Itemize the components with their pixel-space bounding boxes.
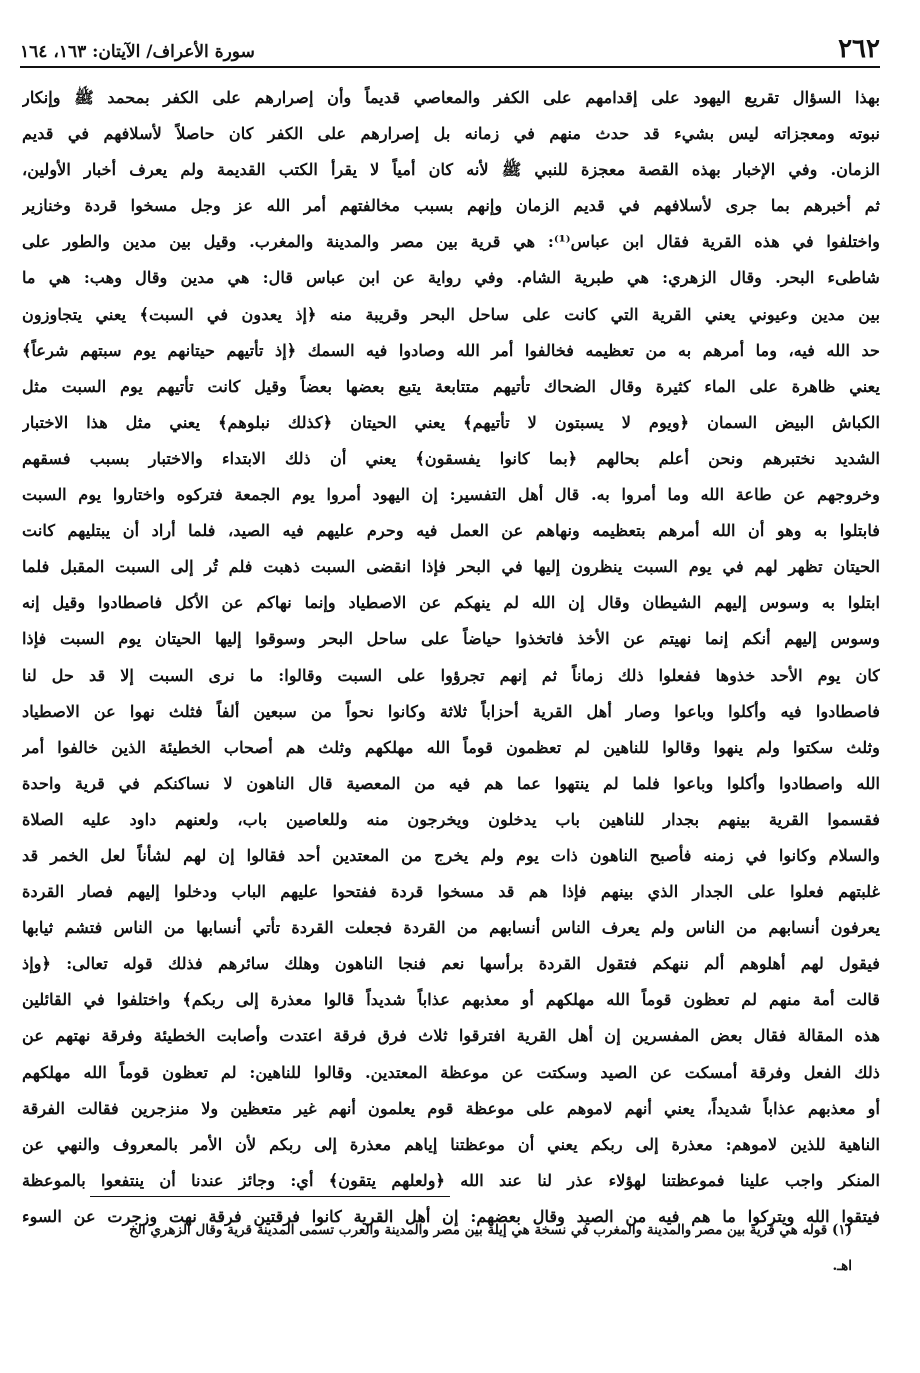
text-line: والسلام وكانوا في زمنه فأصبح الناهون ذات يوم ولم يخرج من المعتدين أحد فقالوا إن لهم لشأناً لعل الخمر قد xyxy=(22,845,880,865)
footnote xyxy=(40,1212,852,1284)
text-line: فقسموا القرية بينهم بجدار للناهين باب يدخلون ويخرجون منه وللعاصين باب، ولعنهم داود عليه الصلاة xyxy=(22,809,880,829)
text-line: ثم أخبرهم بما جرى لأسلافهم في قديم الزمان وإنهم بسبب مخالفتهم أمر الله عز وجل مسخوا قردة وخنازير xyxy=(22,196,880,216)
text-line: فيتقوا الله ويتركوا ما هم فيه من الصيد وقال بعضهم: إن أهل القرية كانوا فرقتين فرقة نهت وزجرت عن السوء xyxy=(22,1206,880,1226)
text-line: بهذا السؤال تقريع اليهود على إقدامهم على الكفر والمعاصي قديماً وأن إصرارهم على الكفر بمحمد ﷺ وإنكار xyxy=(22,88,880,107)
text-line: وسوس إليهم أنكم إنما نهيتم عن الأخذ فاتخذوا حياضاً على ساحل البحر وسوقوا إليها الحيتان يوم السبت فإذا xyxy=(22,629,880,649)
text-line: حد الله فيه، وما أمرهم به من تعظيمه فخالفوا أمر الله وصادوا فيه السمك ﴿إذ تأتيهم حيتانهم يوم سبتهم شرعاً﴾ xyxy=(22,340,880,360)
text-line: الشديد نختبرهم ونحن أعلم بحالهم ﴿بما كانوا يفسقون﴾ يعني أن ذلك الابتداء والاختبار بسبب فسقهم xyxy=(22,448,880,468)
text-line: وخروجهم عن طاعة الله وما أمروا به. قال أهل التفسير: إن اليهود أمروا يوم الجمعة فتركوه واختاروا يوم السبت xyxy=(22,485,880,505)
page-header xyxy=(20,28,880,64)
text-line: بين مدين وعيوني يعني القرية التي كانت على ساحل البحر وقريبة منه ﴿إذ يعدون في السبت﴾ يعني يتجاوزون xyxy=(22,304,880,324)
text-line: نبوته ومعجزاته ليس بشيء قد حدث منهم في زمانه بل إصرارهم على الكفر كان حاصلاً لأسلافهم في قديم xyxy=(22,124,880,144)
text-line: الحيتان تظهر لهم في يوم السبت ينظرون إليها في البحر فإذا انقضى السبت ذهبت فلم تُر إلى السبت المقبل فلما xyxy=(22,557,880,577)
footnote-line: (١) قوله هي قرية بين مصر والمدينة والمغرب في نسخة هي إيلة بين مصر والمدينة والعرب تسمى المدينة قرية وقال الزهري الخ xyxy=(129,1222,852,1238)
text-line: واختلفوا في هذه القرية فقال ابن عباس⁽¹⁾: هي قرية بين مصر والمدينة والمغرب. وقيل بين مدين والطور على xyxy=(22,232,880,252)
text-line: المنكر واجب علينا فموعظتنا لهؤلاء عذر لنا عند الله ﴿ولعلهم يتقون﴾ أي: وجائز عندنا أن ينتفعوا بالموعظة xyxy=(22,1170,880,1190)
text-line: هذه المقالة فقال بعض المفسرين إن أهل القرية افترقوا ثلاث فرق فرقة اعتدت وأصابت الخطيئة وفرقة نهتهم عن xyxy=(22,1026,880,1046)
text-line: غلبتهم فعلوا على الجدار الذي بينهم فإذا هم قد مسخوا قردة ففتحوا عليهم الباب ودخلوا إليهم فصار القردة xyxy=(22,882,880,902)
text-line: الناهية للذين لاموهم: معذرة إلى ربكم يعني أن موعظتنا إياهم معذرة إلى ربكم لأن الأمر بالمعروف والنهي عن xyxy=(22,1134,880,1154)
text-line: فابتلوا به وهو أن الله أمرهم بتعظيمه ونهاهم عن العمل فيه وحرم عليهم فيه الصيد، فلما أراد أن يبتليهم كانت xyxy=(22,521,880,541)
text-line: شاطىء البحر. وقال الزهري: هي طبرية الشام. وفي رواية عن ابن عباس قال: هي مدين وقال وهب: هي ما xyxy=(22,268,880,288)
text-line: وثلث سكتوا ولم ينهوا وقالوا للناهين لم تعظمون قوماً الله مهلكهم وثلث هم أصحاب الخطيئة الذين خالفوا أمر xyxy=(22,737,880,757)
text-line: ذلك الفعل وفرقة أمسكت عن الصيد وسكتت عن موعظة المعتدين. وقالوا للناهين: لم تعظون قوماً الله مهلكهم xyxy=(22,1062,880,1082)
main-text xyxy=(22,80,880,1235)
running-title: سورة الأعراف/ الآيتان: ١٦٣، ١٦٤ xyxy=(20,42,255,62)
footnote-separator xyxy=(90,1196,450,1197)
text-line: أو معذبهم عذاباً شديداً، يعني أنهم لاموهم على موعظة قوم يعلمون أنهم غير متعظين ولا منزجرين فقالت الفرقة xyxy=(22,1098,880,1118)
text-line: ابتلوا به وسوس إليهم الشيطان وقال إن الله لم ينهكم عن الاصطياد وإنما نهاكم عن الأكل فاصطادوا وقيل إنه xyxy=(22,593,880,613)
text-line: يعرفون أنسابهم من الناس ولم يعرف الناس أنسابهم من القردة فجعلت القردة تأتي أنسابها من الناس فتشم ثيابها xyxy=(22,918,880,938)
text-line: قالت أمة منهم لم تعظون قوماً الله مهلكهم أو معذبهم عذاباً شديداً قالوا معذرة إلى ربكم﴾ واختلفوا في القائلين xyxy=(22,990,880,1010)
text-line: الكباش البيض السمان ﴿ويوم لا يسبتون لا تأتيهم﴾ يعني الحيتان ﴿كذلك نبلوهم﴾ يعني مثل هذا الاختبار xyxy=(22,412,880,432)
text-line: يعني ظاهرة على الماء كثيرة وقال الضحاك تأتيهم متتابعة يتبع بعضها بعضاً وقيل كانت تأتيهم يوم السبت مثل xyxy=(22,376,880,396)
page-number: ٢٦٢ xyxy=(838,34,880,64)
header-rule xyxy=(20,66,880,68)
text-line: الله واصطادوا وأكلوا وباعوا فلما لم ينتهوا عما هم فيه من المعصية قال الناهون لا نساكنكم في قرية واحدة xyxy=(22,773,880,793)
footnote-line: اهـ. xyxy=(832,1258,852,1274)
text-line: الزمان. وفي الإخبار بهذه القصة معجزة للنبي ﷺ لأنه كان أمياً لا يقرأ الكتب القديمة ولم يعرف أخبار الأولين، xyxy=(22,160,880,180)
text-line: فاصطادوا فيه وأكلوا وباعوا وصار أهل القرية أحزاباً ثلاثة وكانوا نحواً من سبعين ألفاً فثلث نهوا عن الاصطياد xyxy=(22,701,880,721)
text-line: فيقول لهم أهلوهم ألم ننهكم فتقول القردة برأسها نعم فنجا الناهون وهلك سائرهم فذلك قوله تعالى: ﴿وإذ xyxy=(22,954,880,974)
text-line: كان يوم الأحد خذوها ففعلوا ذلك زماناً ثم إنهم تجرؤوا على السبت وقالوا: ما نرى السبت إلا قد حل لنا xyxy=(22,665,880,685)
